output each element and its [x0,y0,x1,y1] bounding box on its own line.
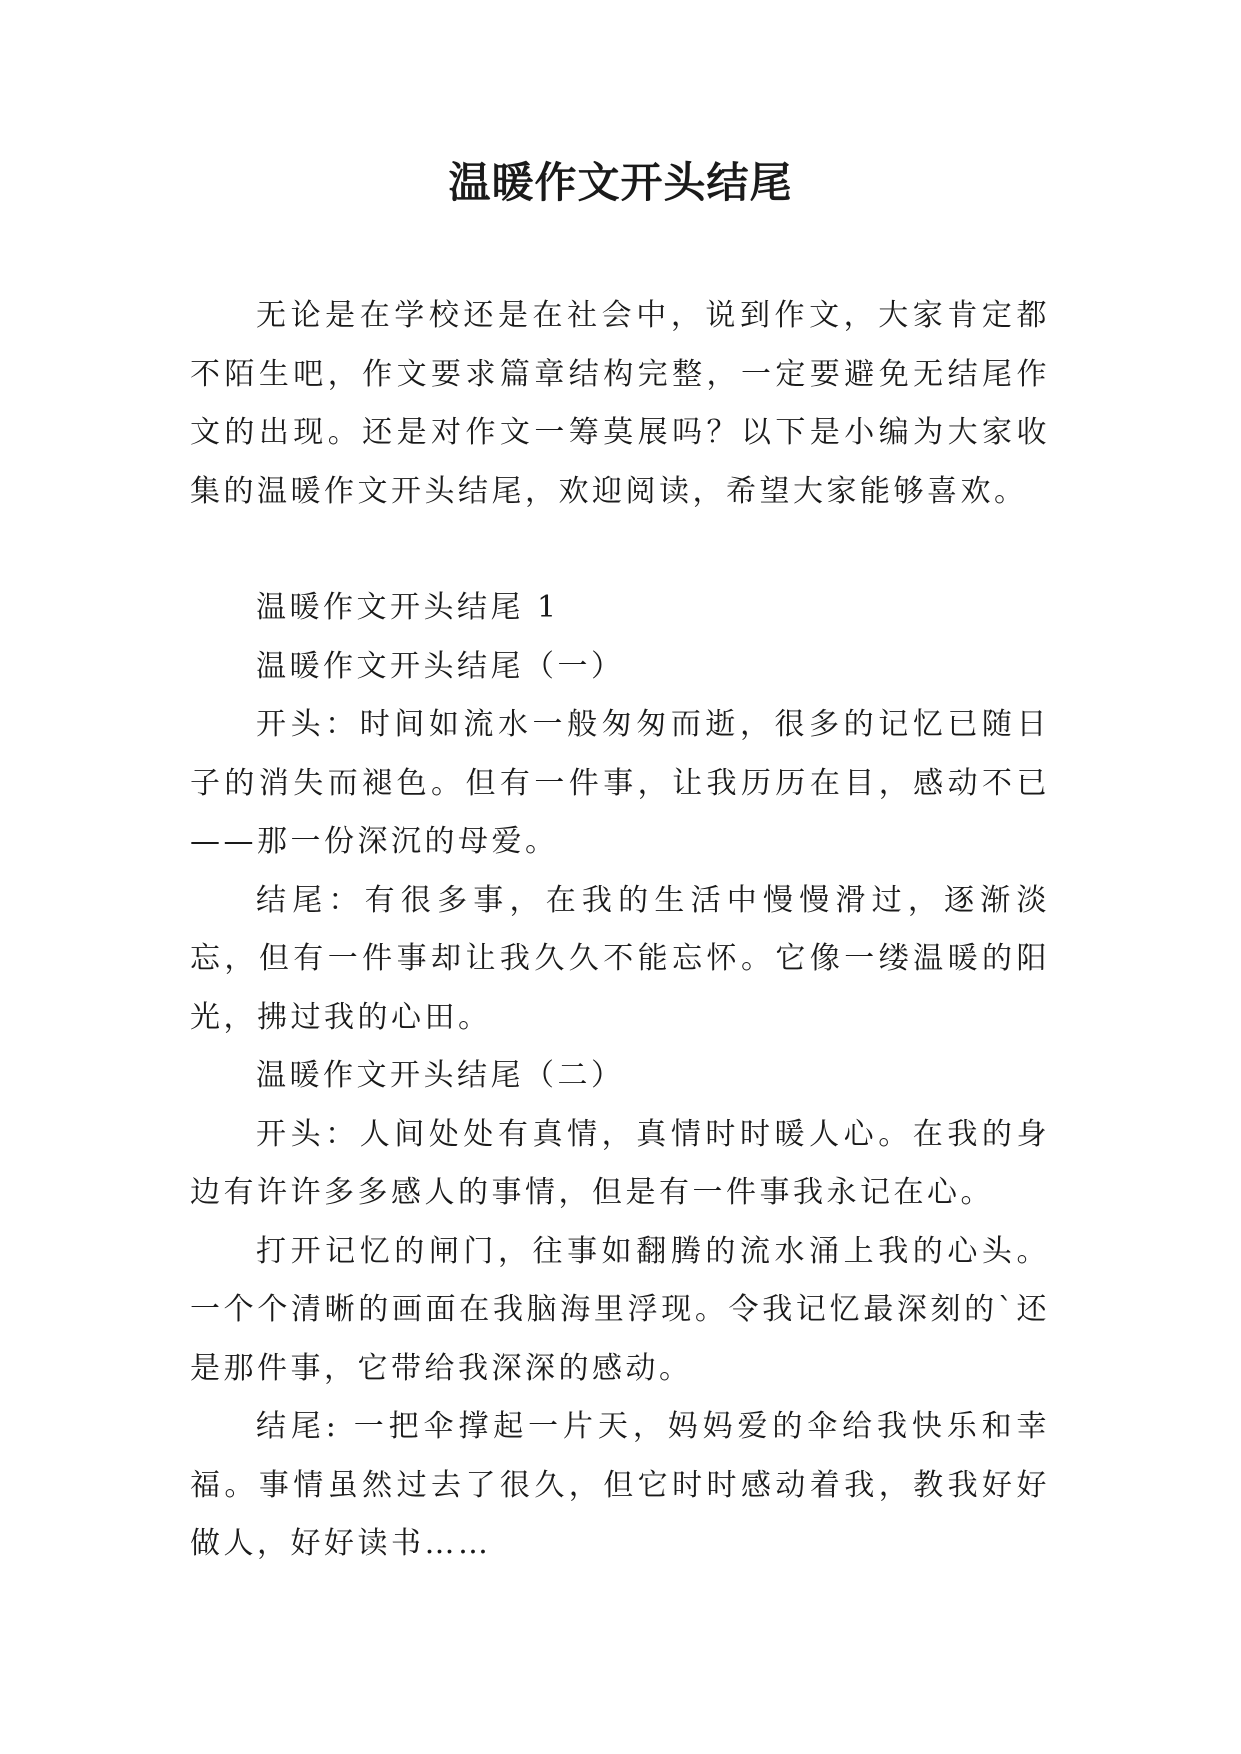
subsection-heading-2: 温暖作文开头结尾（二） [256,1058,625,1093]
opening-paragraph-2: 开头：人间处处有真情，真情时时暖人心。在我的身边有许许多多感人的事情，但是有一件事我永记在心。 [190,1116,1050,1210]
ending-paragraph-2: 结尾: 一把伞撑起一片天，妈妈爱的伞给我快乐和幸福。事情虽然过去了很久，但它时时感动着我，教我好好做人，好好读书…… [190,1409,1050,1561]
memory-paragraph-2: 打开记忆的闸门，往事如翻腾的流水涌上我的心头。一个个清晰的画面在我脑海里浮现。令我记忆最深刻的`还是那件事，它带给我深深的感动。 [190,1233,1050,1386]
subsection-heading-1: 温暖作文开头结尾（一） [256,648,625,684]
section-heading-1: 温暖作文开头结尾 1 [256,590,560,625]
document-body [190,287,1050,1574]
opening-paragraph-1: 开头：时间如流水一般匆匆而逝，很多的记忆已随日子的消失而褪色。但有一件事，让我历历在目，感动不已——那一份深沉的母爱。 [190,707,1050,859]
document-title: 温暖作文开头结尾 [448,158,793,207]
intro-paragraph: 无论是在学校还是在社会中，说到作文，大家肯定都不陌生吧，作文要求篇章结构完整，一定要避免无结尾作文的出现。还是对作文一筹莫展吗？以下是小编为大家收集的温暖作文开头结尾，欢迎阅读，希望大家能够喜欢。 [190,298,1050,509]
ending-paragraph-1: 结尾：有很多事，在我的生活中慢慢滑过，逐渐淡忘，但有一件事却让我久久不能忘怀。它像一缕温暖的阳光，拂过我的心田。 [190,882,1050,1035]
